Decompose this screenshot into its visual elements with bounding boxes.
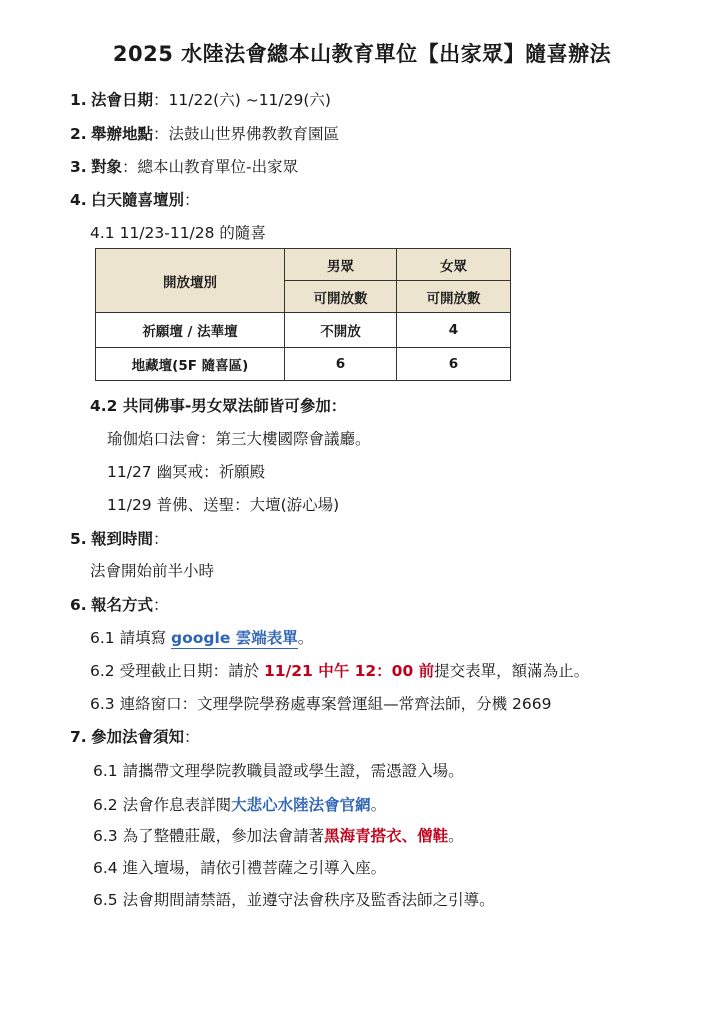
header-male: 男眾 <box>285 249 397 281</box>
subheader-female: 可開放數 <box>397 281 511 313</box>
attire-highlight: 黑海青搭衣、僧鞋 <box>324 827 449 845</box>
row-altar-name: 祈願壇 / 法華壇 <box>96 313 285 348</box>
note-id-card: 6.1 請攜帶文理學院教職員證或學生證，需憑證入場。 <box>93 762 464 780</box>
note-attire: 6.3 為了整體莊嚴，參加法會請著黑海青搭衣、僧鞋。 <box>93 827 464 845</box>
checkin-text: 法會開始前半小時 <box>90 562 215 580</box>
table-row <box>96 348 511 381</box>
subheader-male: 可開放數 <box>285 281 397 313</box>
row-male-count: 6 <box>285 348 397 381</box>
section-notes: 7. 參加法會須知： <box>70 728 200 746</box>
registration-form-line: 6.1 請填寫 google 雲端表單。 <box>90 629 314 647</box>
row-female-count: 6 <box>397 348 511 381</box>
table-row <box>96 313 511 348</box>
header-altar: 開放壇別 <box>96 249 285 313</box>
list-item: 11/27 幽冥戒：祈願殿 <box>107 463 266 481</box>
section-altars: 4. 白天隨喜壇別： <box>70 191 200 209</box>
section-audience: 3. 對象：總本山教育單位-出家眾 <box>70 158 299 176</box>
subsection-4-1: 4.1 11/23-11/28 的隨喜 <box>90 224 266 242</box>
row-altar-name: 地藏壇(5F 隨喜區) <box>96 348 285 381</box>
deadline-highlight: 11/21 中午 12：00 前 <box>264 662 435 680</box>
google-form-link[interactable]: google 雲端表單 <box>171 629 298 647</box>
row-female-count: 4 <box>397 313 511 348</box>
page-title: 2025 水陸法會總本山教育單位【出家眾】隨喜辦法 <box>112 42 612 66</box>
row-male-count: 不開放 <box>285 313 397 348</box>
section-registration: 6. 報名方式： <box>70 596 169 614</box>
note-silence: 6.5 法會期間請禁語，並遵守法會秩序及監香法師之引導。 <box>93 891 495 909</box>
list-item: 瑜伽焰口法會：第三大樓國際會議廳。 <box>107 430 371 448</box>
section-date: 1. 法會日期：11/22(六) ~11/29(六) <box>70 91 331 109</box>
section-venue: 2. 舉辦地點：法鼓山世界佛教教育園區 <box>70 125 340 143</box>
registration-deadline-line: 6.2 受理截止日期：請於 11/21 中午 12：00 前提交表單，額滿為止。 <box>90 662 590 680</box>
official-site-link[interactable]: 大悲心水陸法會官網 <box>231 796 371 814</box>
subsection-4-2: 4.2 共同佛事-男女眾法師皆可參加： <box>90 397 347 415</box>
note-seating: 6.4 進入壇場，請依引禮菩薩之引導入座。 <box>93 859 387 877</box>
header-female: 女眾 <box>397 249 511 281</box>
contact-line: 6.3 連絡窗口：文理學院學務處專案營運組—常齊法師，分機 2669 <box>90 695 552 713</box>
altar-table <box>95 248 511 381</box>
list-item: 11/29 普佛、送聖：大壇(游心場) <box>107 496 340 514</box>
section-checkin: 5. 報到時間： <box>70 530 169 548</box>
note-schedule: 6.2 法會作息表詳閱大悲心水陸法會官網。 <box>93 796 387 814</box>
table-header-row <box>96 249 511 281</box>
